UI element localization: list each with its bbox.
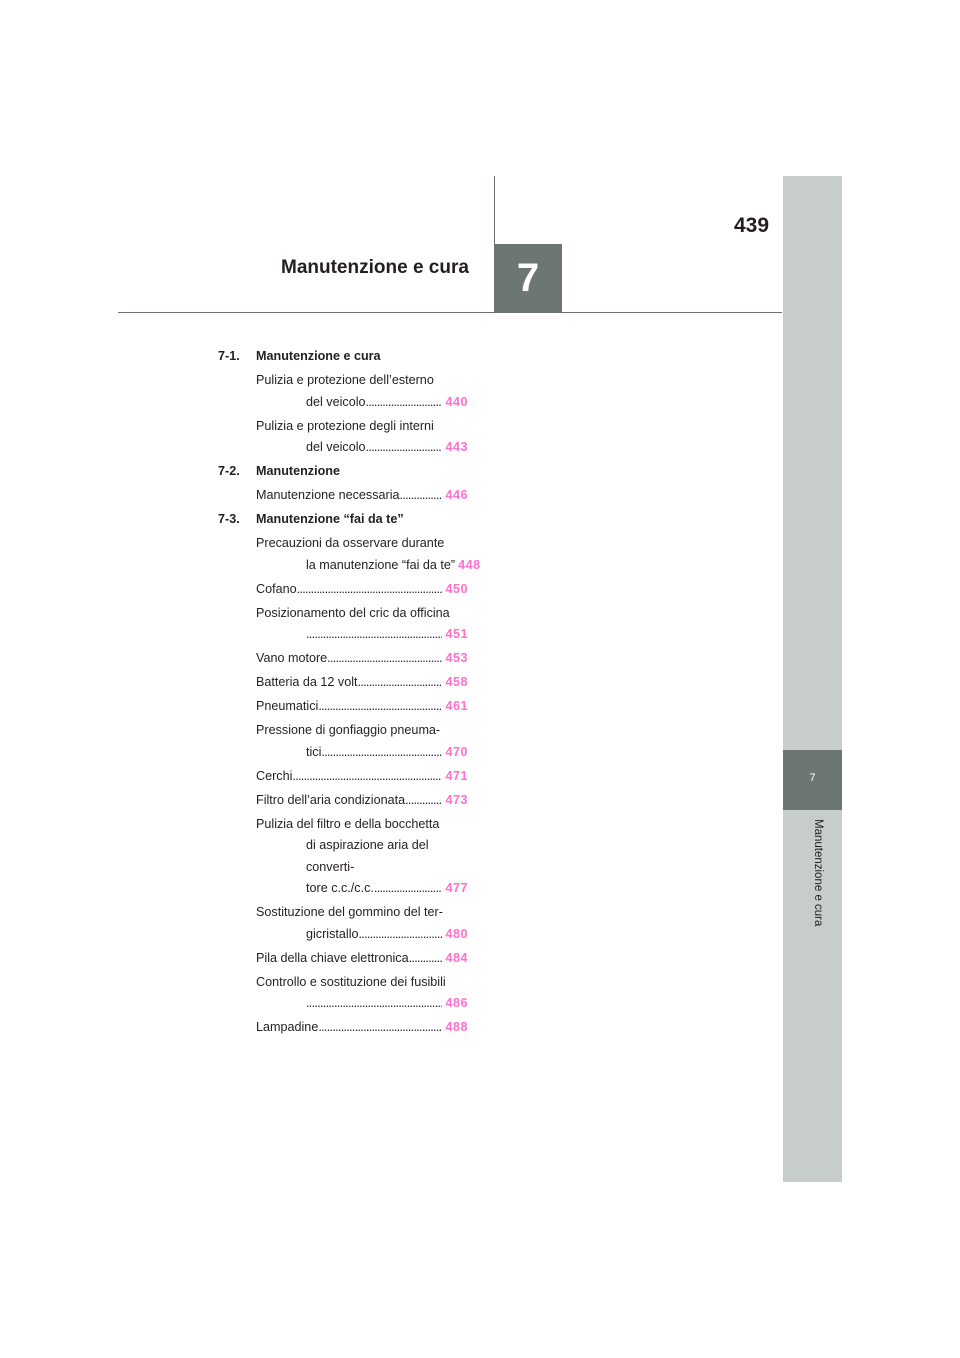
- toc-page-link[interactable]: 484: [445, 950, 468, 965]
- toc-entry-text: Pulizia del filtro e della bocchetta: [256, 816, 440, 831]
- toc-entry-text: Batteria da 12 volt: [256, 675, 358, 689]
- leader-dots: [366, 392, 443, 414]
- leader-dots: [359, 924, 443, 946]
- toc-page-link[interactable]: 451: [445, 627, 468, 641]
- toc-entry[interactable]: [218, 416, 468, 459]
- leader-dots: [292, 766, 442, 788]
- toc-entry[interactable]: [218, 720, 468, 763]
- toc-section-title: Manutenzione “fai da te”: [256, 512, 404, 526]
- leader-dots: [306, 624, 442, 646]
- toc-entry[interactable]: [218, 696, 468, 718]
- toc-entry[interactable]: [218, 370, 468, 413]
- toc-section-number: 7-3.: [218, 512, 240, 526]
- toc-page-link[interactable]: 448: [458, 557, 481, 572]
- toc-entry-text: Pneumatici: [256, 699, 319, 713]
- toc-entry-text: tore c.c./c.c.: [306, 881, 374, 895]
- toc-entry-text: Manutenzione necessaria: [256, 488, 400, 502]
- toc-entry[interactable]: [218, 485, 468, 507]
- leader-dots: [327, 648, 442, 670]
- page-number: 439: [734, 214, 770, 237]
- toc-page-link[interactable]: 446: [445, 488, 468, 502]
- side-tab-label: Manutenzione e cura: [812, 819, 824, 927]
- side-tab-number[interactable]: 7: [783, 750, 842, 810]
- toc-entry-text: del veicolo: [306, 440, 366, 454]
- toc-entry-text: di aspirazione aria del converti-: [306, 838, 429, 874]
- toc-entry-text: del veicolo: [306, 394, 366, 409]
- toc-section-title: Manutenzione e cura: [256, 349, 381, 363]
- toc-section-title: Manutenzione: [256, 464, 340, 478]
- toc-entry[interactable]: [218, 1017, 468, 1039]
- toc-entry-text: Controllo e sostituzione dei fusibili: [256, 974, 446, 989]
- toc-page-link[interactable]: 443: [445, 440, 468, 454]
- chapter-title: Manutenzione e cura: [281, 257, 469, 278]
- toc-entry[interactable]: [218, 766, 468, 788]
- toc-entry-text: Vano motore: [256, 651, 328, 665]
- toc-entry[interactable]: [218, 814, 468, 900]
- toc-entry[interactable]: [218, 972, 468, 1015]
- header-horizontal-rule: [118, 312, 782, 313]
- toc-page-link[interactable]: 480: [445, 926, 468, 941]
- toc-page-link[interactable]: 473: [445, 792, 468, 807]
- toc-page-link[interactable]: 471: [445, 768, 468, 783]
- toc-page-link[interactable]: 453: [445, 651, 468, 665]
- side-tab: [783, 176, 842, 1182]
- chapter-number-box: 7: [494, 244, 562, 313]
- toc-entry[interactable]: [218, 902, 468, 945]
- toc-entry-text: la manutenzione “fai da te”: [306, 557, 456, 572]
- toc-section: [218, 509, 468, 531]
- toc-entry-text: tici: [306, 744, 322, 759]
- leader-dots: [318, 1017, 442, 1039]
- toc-entry[interactable]: [218, 533, 481, 576]
- toc-page-link[interactable]: 461: [445, 699, 468, 713]
- toc-entry-text: Cofano: [256, 581, 297, 596]
- toc-entry-text: gicristallo: [306, 926, 359, 941]
- toc-page-link[interactable]: 470: [445, 744, 468, 759]
- toc-section-number: 7-1.: [218, 349, 240, 363]
- leader-dots: [306, 993, 442, 1015]
- table-of-contents: [218, 346, 481, 1041]
- toc-page-link[interactable]: 458: [445, 675, 468, 689]
- toc-page-link[interactable]: 486: [445, 996, 468, 1010]
- leader-dots: [400, 485, 443, 507]
- toc-entry-text: Cerchi: [256, 768, 293, 783]
- leader-dots: [374, 878, 443, 900]
- toc-entry[interactable]: [218, 603, 468, 646]
- toc-entry-text: Pulizia e protezione dell’esterno: [256, 373, 434, 387]
- toc-page-link[interactable]: 477: [445, 881, 468, 895]
- toc-entry[interactable]: [218, 648, 468, 670]
- leader-dots: [409, 948, 443, 970]
- toc-page-link[interactable]: 440: [445, 394, 468, 409]
- toc-entry-text: Pila della chiave elettronica: [256, 950, 409, 965]
- leader-dots: [358, 672, 443, 694]
- toc-entry-text: Pulizia e protezione degli interni: [256, 418, 434, 433]
- toc-entry-text: Pressione di gonfiaggio pneuma-: [256, 723, 441, 737]
- leader-dots: [318, 696, 442, 718]
- toc-entry-text: Lampadine: [256, 1020, 319, 1034]
- toc-page-link[interactable]: 450: [445, 581, 468, 596]
- toc-page-link[interactable]: 488: [445, 1020, 468, 1034]
- leader-dots: [321, 742, 442, 764]
- toc-section: [218, 346, 468, 368]
- toc-entry-text: Sostituzione del gommino del ter-: [256, 905, 443, 919]
- toc-entry[interactable]: [218, 948, 468, 970]
- toc-entry[interactable]: [218, 579, 468, 601]
- toc-entry[interactable]: [218, 790, 468, 812]
- leader-dots: [366, 437, 443, 459]
- toc-entry-text: Precauzioni da osservare durante: [256, 536, 445, 550]
- toc-entry[interactable]: [218, 672, 468, 694]
- leader-dots: [297, 579, 443, 601]
- toc-entry-text: Filtro dell’aria condizionata: [256, 792, 406, 807]
- toc-section-number: 7-2.: [218, 464, 240, 478]
- toc-entry-text: Posizionamento del cric da officina: [256, 605, 450, 620]
- leader-dots: [405, 790, 442, 812]
- toc-section: [218, 461, 468, 483]
